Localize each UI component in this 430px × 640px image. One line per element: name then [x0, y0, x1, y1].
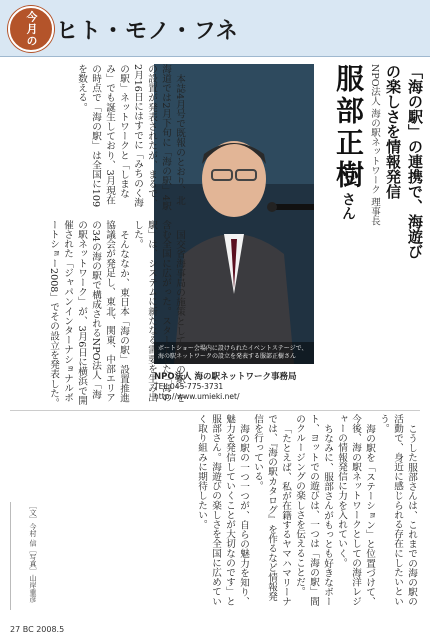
person-name: 服部正樹: [332, 64, 365, 192]
section-divider: [10, 410, 420, 411]
article-credits: ［文］今村 信［写真］山岸重彦: [10, 502, 39, 610]
paragraph: そんななか、東日本「海の駅」設置推進協議会が発足し、東北、関東、中部エリアの34の海の駅で構成されるNPO法人「海の駅ネットワーク」が、3月6日に横浜で開催された「ジャパンインターナショナルボートショー2008」でその設立を発表した。: [48, 220, 129, 408]
headline-name-block: [330, 64, 366, 264]
contact-url[interactable]: http://www.umieki.net/: [154, 392, 240, 401]
person-honorific: さん: [340, 192, 356, 220]
paragraph: 海の駅を「ステーション」と位置づけて、今後、海の駅ネットワークとしての海洋レジャーの情報発信に力を入れていく。: [336, 414, 375, 606]
series-title: ヒト・モノ・フネ: [56, 19, 239, 44]
body-text-bottom: [10, 414, 418, 610]
headline-organization: NPO法人 海の駅ネットワーク 理事長: [369, 64, 380, 226]
page-footer: 27 BC 2008.5: [10, 625, 65, 634]
body-text-top-left: [10, 64, 186, 212]
paragraph: ちなみに、服部さんがもっとも好きなボート、ヨットでの遊びは、一つは「海の駅」間のクルージングの楽しさを伝えることだ。: [294, 414, 333, 606]
paragraph: 国交省海事局の施策として「海の駅」を含む全国に広がった。スタートした「海の駅」は、システムに新たなる需要を生み出した。: [132, 220, 185, 403]
series-badge: 今月の: [8, 6, 54, 52]
contact-tel: TEL:045-775-3731: [154, 382, 224, 391]
paragraph: こうした服部さんは、これまでの海の駅の活動で、身近に感じられる存在にしたいという。: [378, 414, 417, 606]
contact-org: NPO法人 海の駅ネットワーク事務局: [154, 372, 297, 382]
photo-caption: ボートショー会場内に設けられたイベントステージで、海の駅ネットワークの設立を発表する服部正樹さん: [154, 342, 314, 364]
paragraph: 海の駅の一つ一つが、自らの魅力を知り、魅力を発信していくことが大切なのです」と服部さん。海遊びの楽しさを全国に広めていく取り組みに期待したい。: [196, 414, 249, 606]
headline-main: 「海の駅」の連携で、海遊びの楽しさを情報発信: [384, 64, 424, 259]
paragraph: 本誌4月号で既報のとおり、北海道では2月下旬に「海の駅」4駅の設置が発表されたが、まるで、2月16日にはすでに「みちのく海の駅」ネットワークと「しまなみ」でも誕生しており、3月現在の時点で「海の駅」は全国に109を数える。: [76, 64, 185, 211]
article-headline: [318, 64, 426, 264]
body-text-middle-left: [10, 220, 186, 408]
paragraph: 「たとえば、私が在籍するヤマハマリーナでは、『海の駅カタログ』を作るなど情報発信を行っている。: [252, 414, 291, 606]
header-band: [0, 0, 430, 57]
